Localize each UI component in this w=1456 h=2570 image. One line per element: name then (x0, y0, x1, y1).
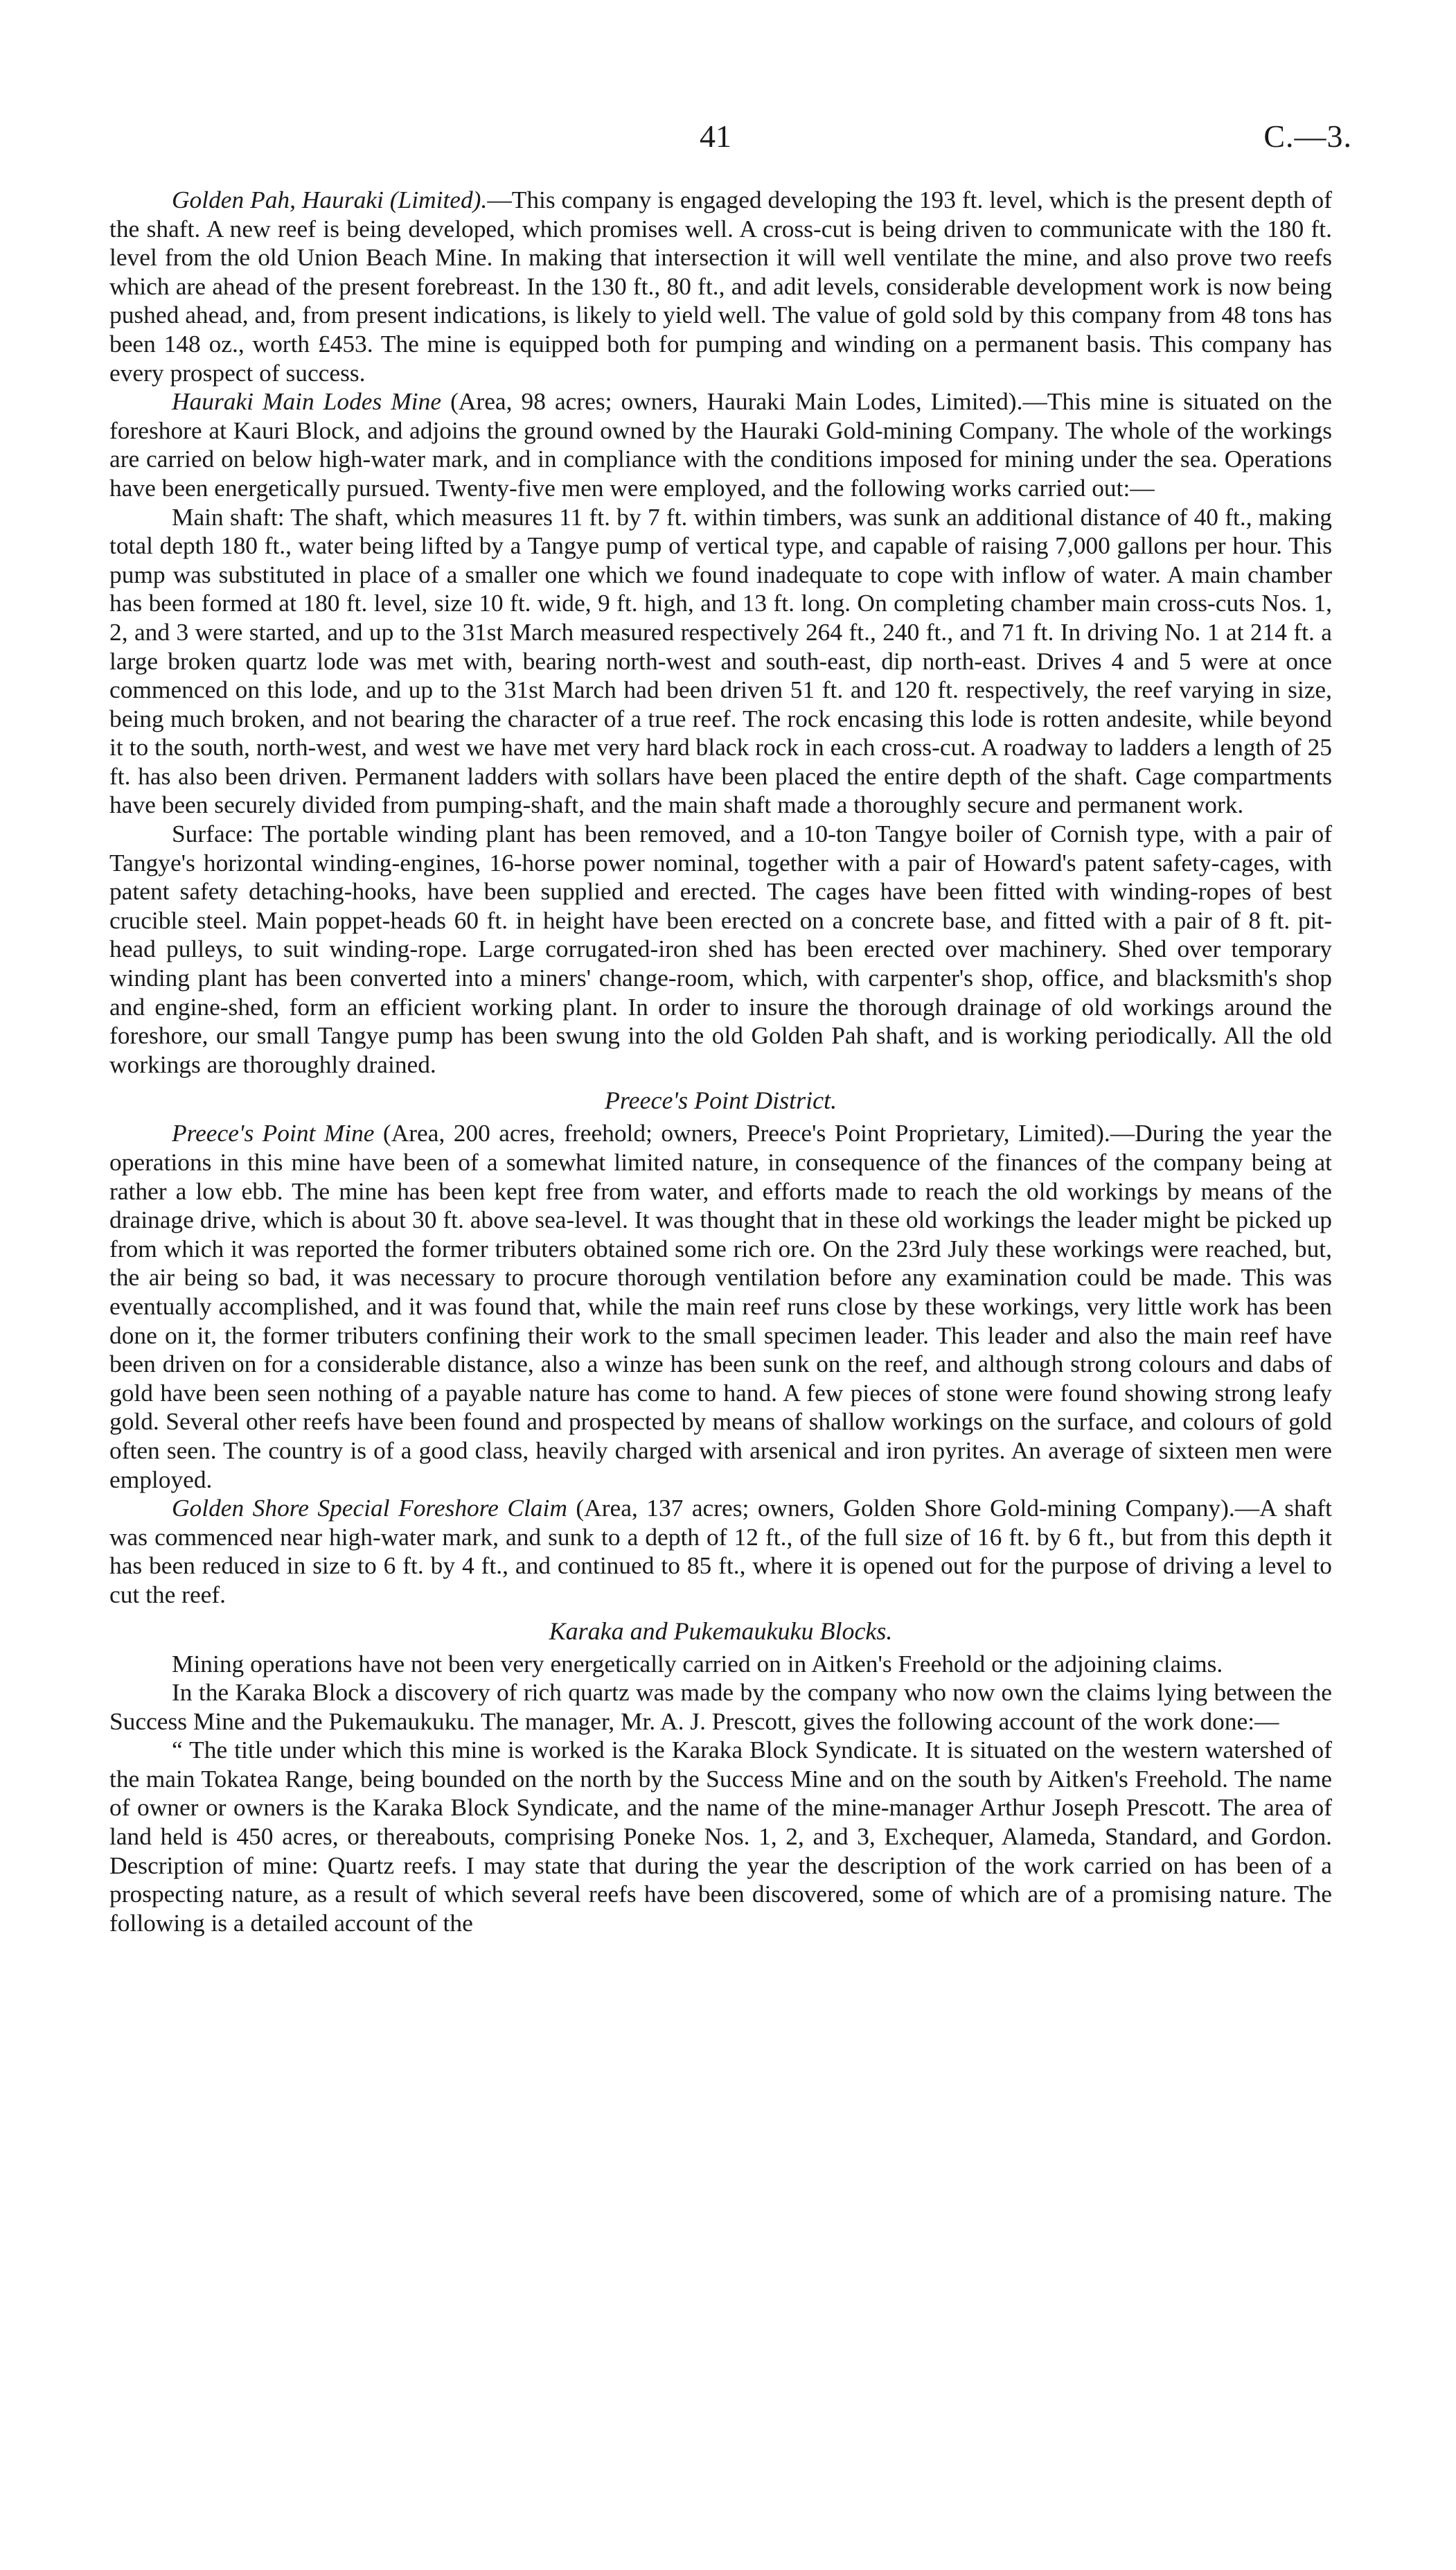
mine-title-hauraki-main-lodes: Hauraki Main Lodes Mine (172, 387, 442, 416)
mine-title-golden-pah: Golden Pah, Hauraki (Limited). (172, 186, 488, 213)
paragraph-karaka-1: Mining operations have not been very energetically carried on in Aitken's Freehold or the adjoining claims. (172, 1649, 1223, 1678)
golden-pah-text: —This company is engaged developing the 193 ft. level, which is the present depth of the shaft. A new reef is being developed, which promises well. A cross-cut is being driven to communicate with the 180 ft. level from the old Union Beach Mine. In making that intersection it will well ventilate the mine, and also prove two reefs which are ahead of the present forebreast. In the 130 ft., 80 ft., and adit levels, considerable development work is now being pushed ahead, and, from present indications, is likely to yield well. The value of gold sold by this company from 48 tons has been 148 oz., worth £453. The mine is equipped both for pumping and winding on a permanent basis. This company has every prospect of success. (109, 186, 1332, 387)
paragraph-golden-shore (109, 1494, 1332, 1609)
paragraph-hauraki-main-lodes (109, 387, 1332, 502)
section-heading-preeces-point: Preece's Point District. (604, 1086, 837, 1115)
golden-shore-text: (Area, 137 acres; owners, Golden Shore Gold-mining Company).—A shaft was commenced near high-water mark, and sunk to a depth of 12 ft., of the full size of 16 ft. by 6 ft., but from this depth it has been reduced in size to 6 ft. by 4 ft., and continued to 85 ft., where it is opened out for the purpose of driving a level to cut the reef. (109, 1494, 1332, 1608)
paragraph-karaka-3: “ The title under which this mine is worked is the Karaka Block Syndicate. It is situated on the western watershed of the main Tokatea Range, being bounded on the north by the Success Mine and on the south by Aitken's Freehold. The name of owner or owners is the Karaka Block Syndicate, and the name of the mine-manager Arthur Joseph Prescott. The area of land held is 450 acres, or thereabouts, comprising Poneke Nos. 1, 2, and 3, Exchequer, Alameda, Standard, and Gordon. Description of mine: Quartz reefs. I may state that during the year the description of the work carried on has been of a prospecting nature, as a result of which several reefs have been discovered, some of which are of a promising nature. The following is a detailed account of the (109, 1736, 1332, 1937)
page-number: 41 (700, 118, 731, 154)
paragraph-karaka-2: In the Karaka Block a discovery of rich quartz was made by the company who now own the claims lying between the Success Mine and the Pukemaukuku. The manager, Mr. A. J. Prescott, gives the following account of the work done:— (109, 1678, 1332, 1735)
paragraph-surface: Surface: The portable winding plant has been removed, and a 10-ton Tangye boiler of Cornish type, with a pair of Tangye's horizontal winding-engines, 16-horse power nominal, together with a pair of Howard's patent safety-cages, with patent safety detaching-hooks, have been supplied and erected. The cages have been fitted with winding-ropes of best crucible steel. Main poppet-heads 60 ft. in height have been erected on a concrete base, and fitted with a pair of 8 ft. pit-head pulleys, to suit winding-rope. Large corrugated-iron shed has been erected over machinery. Shed over temporary winding plant has been converted into a miners' change-room, which, with carpenter's shop, office, and blacksmith's shop and engine-shed, form an efficient working plant. In order to insure the thorough drainage of old workings around the foreshore, our small Tangye pump has been swung into the old Golden Pah shaft, and is working periodically. All the old workings are thoroughly drained. (109, 820, 1332, 1078)
page-header (0, 118, 1456, 159)
page-body (109, 186, 1332, 1937)
paragraph-preeces-point-mine (109, 1119, 1332, 1494)
hauraki-main-lodes-text: (Area, 98 acres; owners, Hauraki Main Lodes, Limited).—This mine is situated on the foreshore at Kauri Block, and adjoins the ground owned by the Hauraki Gold-mining Company. The whole of the workings are carried on below high-water mark, and in compliance with the conditions imposed for mining under the sea. Operations have been energetically pursued. Twenty-five men were employed, and the following works carried out:— (109, 387, 1332, 502)
document-reference: C.—3. (1263, 118, 1352, 154)
preeces-point-text: (Area, 200 acres, freehold; owners, Preece's Point Proprietary, Limited).—During the year the operations in this mine have been of a somewhat limited nature, in consequence of the finances of the company being at rather a low ebb. The mine has been kept free from water, and efforts made to reach the old workings by means of the drainage drive, which is about 30 ft. above sea-level. It was thought that in these old workings the leader might be picked up from which it was reported the former tributers obtained some rich ore. On the 23rd July these workings were reached, but, the air being so bad, it was necessary to procure thorough ventilation before any examination could be made. This was eventually accomplished, and it was found that, while the main reef runs close by these workings, very little work has been done on it, the former tributers confining their work to the small specimen leader. This leader and also the main reef have been driven on for a considerable distance, also a winze has been sunk on the reef, and although strong colours and dabs of gold have been seen nothing of a payable nature has come to hand. A few pieces of stone were found showing strong leafy gold. Several other reefs have been found and prospected by means of shallow workings on the surface, and colours of gold often seen. The country is of a good class, heavily charged with arsenical and iron pyrites. An average of sixteen men were employed. (109, 1119, 1332, 1493)
mine-title-golden-shore: Golden Shore Special Foreshore Claim (172, 1494, 567, 1522)
section-heading-karaka: Karaka and Pukemaukuku Blocks. (549, 1617, 893, 1645)
paragraph-golden-pah (109, 186, 1332, 387)
paragraph-main-shaft: Main shaft: The shaft, which measures 11 ft. by 7 ft. within timbers, was sunk an additional distance of 40 ft., making total depth 180 ft., water being lifted by a Tangye pump of vertical type, and capable of raising 7,000 gallons per hour. This pump was substituted in place of a smaller one which we found inadequate to cope with inflow of water. A main chamber has been formed at 180 ft. level, size 10 ft. wide, 9 ft. high, and 13 ft. long. On completing chamber main cross-cuts Nos. 1, 2, and 3 were started, and up to the 31st March measured respectively 264 ft., 240 ft., and 71 ft. In driving No. 1 at 214 ft. a large broken quartz lode was met with, bearing north-west and south-east, dip north-east. Drives 4 and 5 were at once commenced on this lode, and up to the 31st March had been driven 51 ft. and 120 ft. respectively, the reef varying in size, being much broken, and not bearing the character of a true reef. The rock encasing this lode is rotten andesite, while beyond it to the south, north-west, and west we have met very hard black rock in each cross-cut. A roadway to ladders a length of 25 ft. has also been driven. Permanent ladders with sollars have been placed the entire depth of the shaft. Cage compartments have been securely divided from pumping-shaft, and the main shaft made a thoroughly secure and permanent work. (109, 502, 1332, 819)
mine-title-preeces-point: Preece's Point Mine (172, 1119, 375, 1147)
